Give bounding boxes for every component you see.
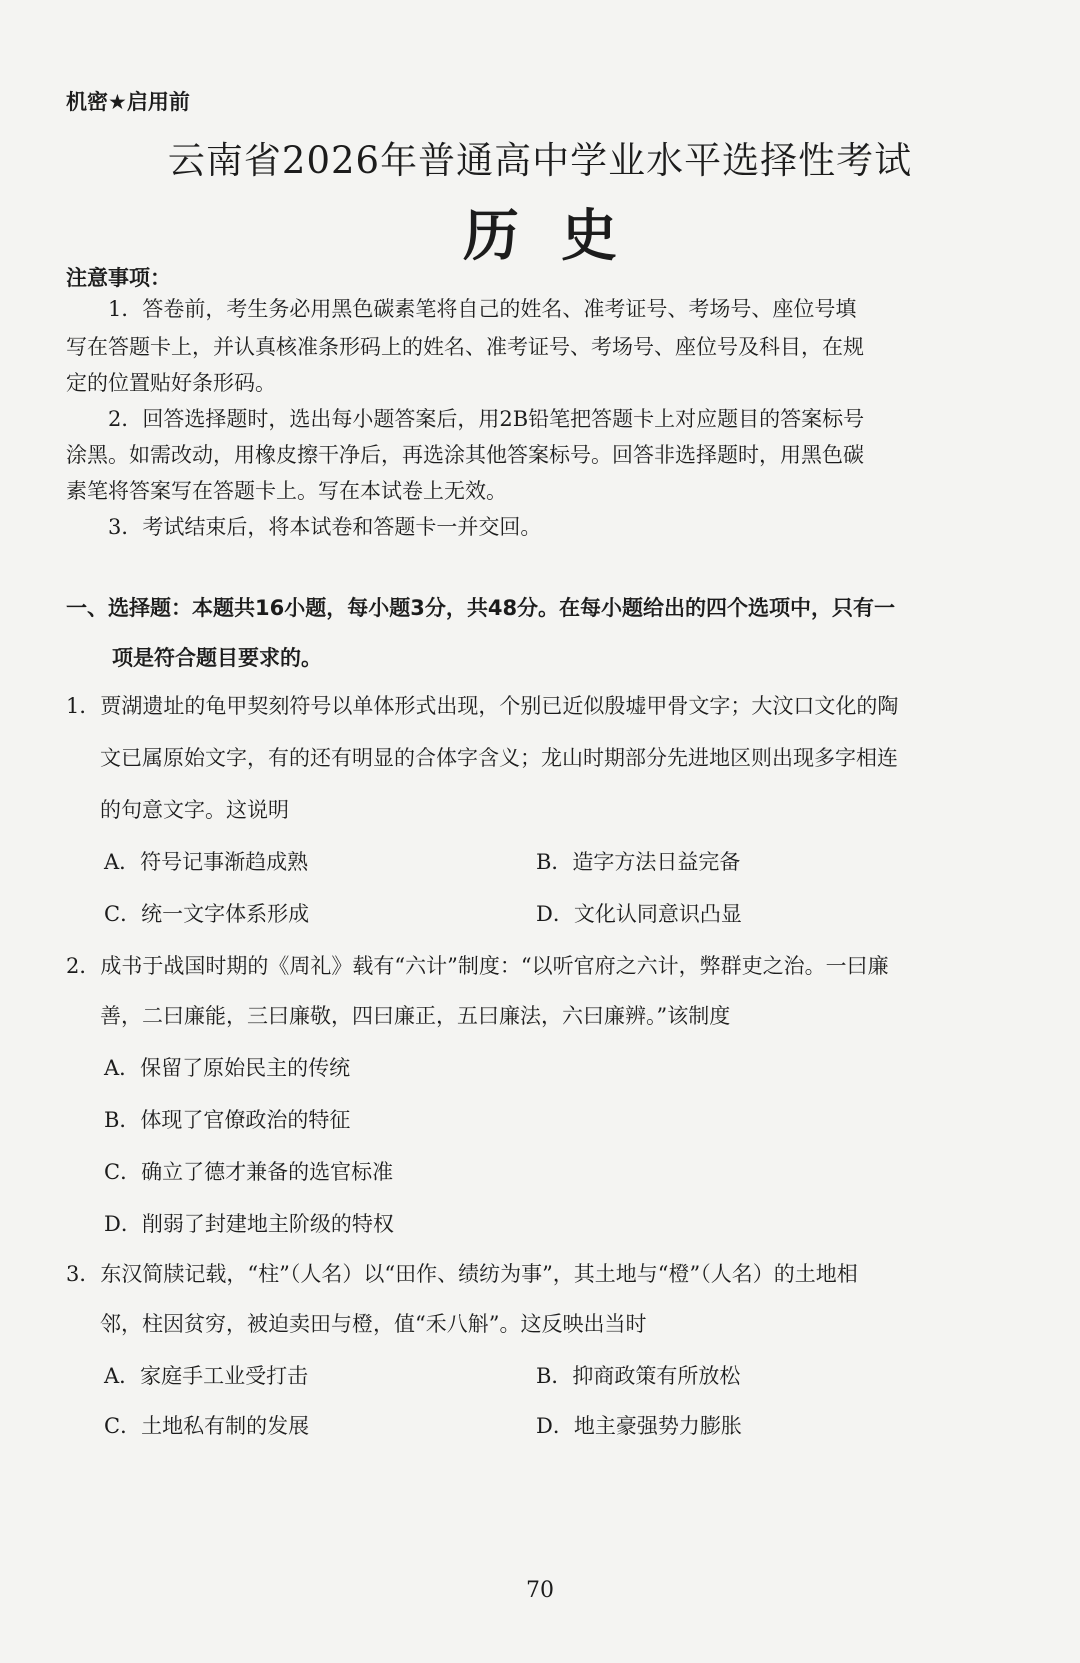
question-1-line: 的句意文字。这说明	[100, 798, 289, 822]
question-1-option-a: A．符号记事渐趋成熟	[104, 850, 309, 874]
question-1-line: 文已属原始文字，有的还有明显的合体字含义；龙山时期部分先进地区则出现多字相连	[100, 746, 898, 770]
note-line: 3．考试结束后，将本试卷和答题卡一并交回。	[108, 515, 542, 539]
question-3-option-a: A．家庭手工业受打击	[104, 1364, 309, 1388]
question-1-option-c: C．统一文字体系形成	[104, 902, 310, 926]
question-2-option-c: C．确立了德才兼备的选官标准	[104, 1160, 394, 1184]
note-line: 2．回答选择题时，选出每小题答案后，用2B铅笔把答题卡上对应题目的答案标号	[108, 407, 865, 431]
question-1-option-b: B．造字方法日益完备	[536, 850, 741, 874]
question-3-option-d: D．地主豪强势力膨胀	[536, 1414, 742, 1438]
page-number: 70	[526, 1578, 554, 1603]
question-3-line: 3．东汉简牍记载，“柱”（人名）以“田作、绩纺为事”，其土地与“橙”（人名）的土地相	[66, 1262, 858, 1286]
question-2-option-b: B．体现了官僚政治的特征	[104, 1108, 351, 1132]
note-line: 涂黑。如需改动，用橡皮擦干净后，再选涂其他答案标号。回答非选择题时，用黑色碳	[66, 443, 864, 467]
confidential-label: 机密★启用前	[66, 90, 190, 114]
note-line: 1．答卷前，考生务必用黑色碳素笔将自己的姓名、准考证号、考场号、座位号填	[108, 297, 857, 321]
question-2-line: 2．成书于战国时期的《周礼》载有“六计”制度：“以听官府之六计，弊群吏之治。一曰廉	[66, 954, 889, 978]
note-line: 写在答题卡上，并认真核准条形码上的姓名、准考证号、考场号、座位号及科目，在规	[66, 335, 864, 359]
notes-heading: 注意事项：	[66, 266, 171, 290]
note-line: 定的位置贴好条形码。	[66, 371, 276, 395]
question-2-line: 善，二曰廉能，三曰廉敬，四曰廉正，五曰廉法，六曰廉辨。”该制度	[100, 1004, 731, 1028]
section-heading-cont: 项是符合题目要求的。	[112, 646, 322, 670]
question-1-line: 1．贾湖遗址的龟甲契刻符号以单体形式出现，个别已近似殷墟甲骨文字；大汶口文化的陶	[66, 694, 899, 718]
question-3-line: 邻，柱因贫穷，被迫卖田与橙，值“禾八斛”。这反映出当时	[100, 1312, 647, 1336]
question-3-option-b: B．抑商政策有所放松	[536, 1364, 741, 1388]
question-3-option-c: C．土地私有制的发展	[104, 1414, 310, 1438]
question-2-option-a: A．保留了原始民主的传统	[104, 1056, 351, 1080]
exam-title: 云南省2026年普通高中学业水平选择性考试	[167, 139, 913, 182]
question-1-option-d: D．文化认同意识凸显	[536, 902, 742, 926]
subject-title: 历史	[463, 203, 659, 269]
section-heading: 一、选择题：本题共16小题，每小题3分，共48分。在每小题给出的四个选项中，只有一	[66, 596, 896, 620]
question-2-option-d: D．削弱了封建地主阶级的特权	[104, 1212, 394, 1236]
note-line: 素笔将答案写在答题卡上。写在本试卷上无效。	[66, 479, 507, 503]
